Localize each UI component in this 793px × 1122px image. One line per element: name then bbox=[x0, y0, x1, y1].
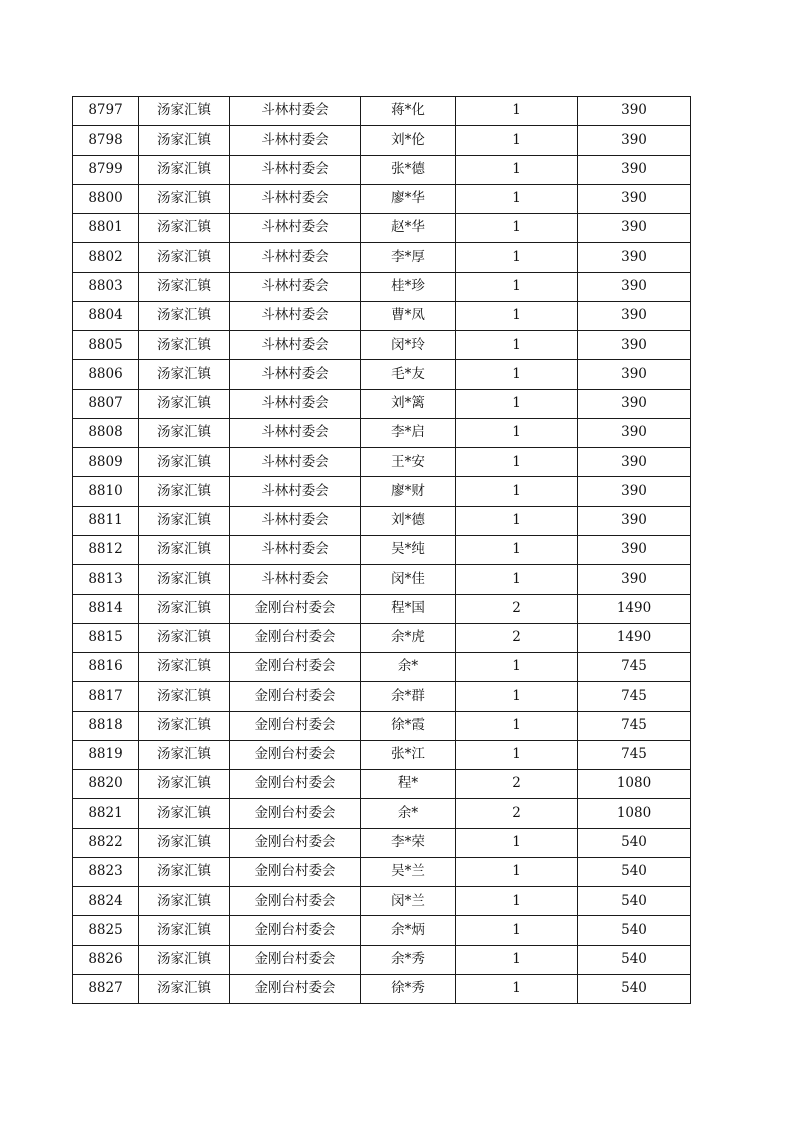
amount-cell: 540 bbox=[578, 887, 691, 916]
village-committee-cell: 斗林村委会 bbox=[230, 477, 361, 506]
amount-cell: 390 bbox=[578, 360, 691, 389]
town-cell: 汤家汇镇 bbox=[139, 565, 230, 594]
count-cell: 2 bbox=[456, 799, 578, 828]
town-cell: 汤家汇镇 bbox=[139, 331, 230, 360]
name-cell: 徐*霞 bbox=[361, 711, 456, 740]
amount-cell: 390 bbox=[578, 506, 691, 535]
row-number-cell: 8816 bbox=[73, 653, 139, 682]
table-row bbox=[73, 418, 691, 447]
name-cell: 程* bbox=[361, 770, 456, 799]
table-row bbox=[73, 887, 691, 916]
row-number-cell: 8827 bbox=[73, 974, 139, 1003]
village-committee-cell: 金刚台村委会 bbox=[230, 799, 361, 828]
town-cell: 汤家汇镇 bbox=[139, 916, 230, 945]
name-cell: 余*秀 bbox=[361, 945, 456, 974]
count-cell: 1 bbox=[456, 653, 578, 682]
count-cell: 1 bbox=[456, 126, 578, 155]
amount-cell: 745 bbox=[578, 682, 691, 711]
name-cell: 闵*玲 bbox=[361, 331, 456, 360]
table-row bbox=[73, 360, 691, 389]
name-cell: 李*厚 bbox=[361, 243, 456, 272]
village-committee-cell: 金刚台村委会 bbox=[230, 916, 361, 945]
table-row bbox=[73, 770, 691, 799]
row-number-cell: 8802 bbox=[73, 243, 139, 272]
amount-cell: 390 bbox=[578, 448, 691, 477]
name-cell: 余*炳 bbox=[361, 916, 456, 945]
name-cell: 毛*友 bbox=[361, 360, 456, 389]
row-number-cell: 8814 bbox=[73, 594, 139, 623]
name-cell: 李*启 bbox=[361, 418, 456, 447]
village-committee-cell: 斗林村委会 bbox=[230, 418, 361, 447]
count-cell: 1 bbox=[456, 535, 578, 564]
village-committee-cell: 斗林村委会 bbox=[230, 272, 361, 301]
table-row bbox=[73, 799, 691, 828]
amount-cell: 1080 bbox=[578, 770, 691, 799]
town-cell: 汤家汇镇 bbox=[139, 653, 230, 682]
table-row bbox=[73, 243, 691, 272]
count-cell: 1 bbox=[456, 857, 578, 886]
amount-cell: 390 bbox=[578, 535, 691, 564]
name-cell: 赵*华 bbox=[361, 214, 456, 243]
count-cell: 1 bbox=[456, 506, 578, 535]
village-committee-cell: 斗林村委会 bbox=[230, 243, 361, 272]
amount-cell: 540 bbox=[578, 857, 691, 886]
name-cell: 张*江 bbox=[361, 740, 456, 769]
table-row bbox=[73, 565, 691, 594]
amount-cell: 390 bbox=[578, 418, 691, 447]
village-committee-cell: 金刚台村委会 bbox=[230, 945, 361, 974]
amount-cell: 745 bbox=[578, 653, 691, 682]
amount-cell: 390 bbox=[578, 477, 691, 506]
village-committee-cell: 斗林村委会 bbox=[230, 448, 361, 477]
name-cell: 刘*篱 bbox=[361, 389, 456, 418]
town-cell: 汤家汇镇 bbox=[139, 214, 230, 243]
village-committee-cell: 金刚台村委会 bbox=[230, 711, 361, 740]
town-cell: 汤家汇镇 bbox=[139, 945, 230, 974]
count-cell: 1 bbox=[456, 828, 578, 857]
row-number-cell: 8823 bbox=[73, 857, 139, 886]
name-cell: 蒋*化 bbox=[361, 97, 456, 126]
count-cell: 1 bbox=[456, 243, 578, 272]
name-cell: 曹*凤 bbox=[361, 301, 456, 330]
table-body bbox=[73, 97, 691, 1004]
town-cell: 汤家汇镇 bbox=[139, 828, 230, 857]
town-cell: 汤家汇镇 bbox=[139, 155, 230, 184]
row-number-cell: 8803 bbox=[73, 272, 139, 301]
table-row bbox=[73, 126, 691, 155]
village-committee-cell: 金刚台村委会 bbox=[230, 828, 361, 857]
count-cell: 1 bbox=[456, 565, 578, 594]
row-number-cell: 8806 bbox=[73, 360, 139, 389]
table-row bbox=[73, 184, 691, 213]
village-committee-cell: 斗林村委会 bbox=[230, 155, 361, 184]
amount-cell: 1490 bbox=[578, 623, 691, 652]
amount-cell: 390 bbox=[578, 184, 691, 213]
name-cell: 刘*伦 bbox=[361, 126, 456, 155]
village-committee-cell: 斗林村委会 bbox=[230, 389, 361, 418]
village-committee-cell: 斗林村委会 bbox=[230, 331, 361, 360]
table-row bbox=[73, 711, 691, 740]
town-cell: 汤家汇镇 bbox=[139, 301, 230, 330]
name-cell: 李*荣 bbox=[361, 828, 456, 857]
village-committee-cell: 斗林村委会 bbox=[230, 565, 361, 594]
count-cell: 1 bbox=[456, 301, 578, 330]
town-cell: 汤家汇镇 bbox=[139, 887, 230, 916]
count-cell: 1 bbox=[456, 389, 578, 418]
amount-cell: 390 bbox=[578, 331, 691, 360]
row-number-cell: 8805 bbox=[73, 331, 139, 360]
town-cell: 汤家汇镇 bbox=[139, 623, 230, 652]
name-cell: 徐*秀 bbox=[361, 974, 456, 1003]
count-cell: 1 bbox=[456, 331, 578, 360]
town-cell: 汤家汇镇 bbox=[139, 97, 230, 126]
amount-cell: 390 bbox=[578, 565, 691, 594]
name-cell: 闵*佳 bbox=[361, 565, 456, 594]
town-cell: 汤家汇镇 bbox=[139, 711, 230, 740]
town-cell: 汤家汇镇 bbox=[139, 857, 230, 886]
amount-cell: 390 bbox=[578, 97, 691, 126]
amount-cell: 1080 bbox=[578, 799, 691, 828]
row-number-cell: 8799 bbox=[73, 155, 139, 184]
village-committee-cell: 金刚台村委会 bbox=[230, 682, 361, 711]
town-cell: 汤家汇镇 bbox=[139, 535, 230, 564]
table-row bbox=[73, 155, 691, 184]
data-table bbox=[72, 96, 691, 1004]
amount-cell: 540 bbox=[578, 945, 691, 974]
town-cell: 汤家汇镇 bbox=[139, 770, 230, 799]
amount-cell: 390 bbox=[578, 155, 691, 184]
table-row bbox=[73, 301, 691, 330]
row-number-cell: 8810 bbox=[73, 477, 139, 506]
count-cell: 1 bbox=[456, 974, 578, 1003]
row-number-cell: 8801 bbox=[73, 214, 139, 243]
name-cell: 廖*财 bbox=[361, 477, 456, 506]
town-cell: 汤家汇镇 bbox=[139, 506, 230, 535]
village-committee-cell: 斗林村委会 bbox=[230, 214, 361, 243]
row-number-cell: 8800 bbox=[73, 184, 139, 213]
count-cell: 2 bbox=[456, 623, 578, 652]
amount-cell: 540 bbox=[578, 916, 691, 945]
name-cell: 余*群 bbox=[361, 682, 456, 711]
table-row bbox=[73, 740, 691, 769]
table-row bbox=[73, 97, 691, 126]
village-committee-cell: 金刚台村委会 bbox=[230, 653, 361, 682]
village-committee-cell: 斗林村委会 bbox=[230, 535, 361, 564]
amount-cell: 745 bbox=[578, 740, 691, 769]
amount-cell: 540 bbox=[578, 974, 691, 1003]
village-committee-cell: 斗林村委会 bbox=[230, 184, 361, 213]
name-cell: 吴*兰 bbox=[361, 857, 456, 886]
village-committee-cell: 斗林村委会 bbox=[230, 360, 361, 389]
table-row bbox=[73, 916, 691, 945]
table-row bbox=[73, 448, 691, 477]
amount-cell: 390 bbox=[578, 214, 691, 243]
table-row bbox=[73, 974, 691, 1003]
name-cell: 余*虎 bbox=[361, 623, 456, 652]
village-committee-cell: 斗林村委会 bbox=[230, 301, 361, 330]
name-cell: 余* bbox=[361, 653, 456, 682]
town-cell: 汤家汇镇 bbox=[139, 243, 230, 272]
village-committee-cell: 斗林村委会 bbox=[230, 97, 361, 126]
town-cell: 汤家汇镇 bbox=[139, 272, 230, 301]
town-cell: 汤家汇镇 bbox=[139, 974, 230, 1003]
amount-cell: 745 bbox=[578, 711, 691, 740]
row-number-cell: 8798 bbox=[73, 126, 139, 155]
table-row bbox=[73, 945, 691, 974]
count-cell: 1 bbox=[456, 272, 578, 301]
village-committee-cell: 金刚台村委会 bbox=[230, 740, 361, 769]
table-row bbox=[73, 214, 691, 243]
count-cell: 1 bbox=[456, 711, 578, 740]
count-cell: 1 bbox=[456, 360, 578, 389]
village-committee-cell: 斗林村委会 bbox=[230, 126, 361, 155]
town-cell: 汤家汇镇 bbox=[139, 594, 230, 623]
table-row bbox=[73, 828, 691, 857]
village-committee-cell: 斗林村委会 bbox=[230, 506, 361, 535]
name-cell: 刘*德 bbox=[361, 506, 456, 535]
count-cell: 1 bbox=[456, 155, 578, 184]
count-cell: 1 bbox=[456, 184, 578, 213]
town-cell: 汤家汇镇 bbox=[139, 682, 230, 711]
village-committee-cell: 金刚台村委会 bbox=[230, 770, 361, 799]
town-cell: 汤家汇镇 bbox=[139, 448, 230, 477]
amount-cell: 390 bbox=[578, 389, 691, 418]
row-number-cell: 8824 bbox=[73, 887, 139, 916]
name-cell: 闵*兰 bbox=[361, 887, 456, 916]
name-cell: 廖*华 bbox=[361, 184, 456, 213]
village-committee-cell: 金刚台村委会 bbox=[230, 594, 361, 623]
amount-cell: 390 bbox=[578, 301, 691, 330]
town-cell: 汤家汇镇 bbox=[139, 418, 230, 447]
table-row bbox=[73, 594, 691, 623]
row-number-cell: 8809 bbox=[73, 448, 139, 477]
count-cell: 2 bbox=[456, 594, 578, 623]
row-number-cell: 8813 bbox=[73, 565, 139, 594]
count-cell: 1 bbox=[456, 418, 578, 447]
town-cell: 汤家汇镇 bbox=[139, 799, 230, 828]
row-number-cell: 8825 bbox=[73, 916, 139, 945]
table-row bbox=[73, 272, 691, 301]
count-cell: 1 bbox=[456, 740, 578, 769]
amount-cell: 390 bbox=[578, 272, 691, 301]
village-committee-cell: 金刚台村委会 bbox=[230, 857, 361, 886]
row-number-cell: 8821 bbox=[73, 799, 139, 828]
table-row bbox=[73, 653, 691, 682]
name-cell: 程*国 bbox=[361, 594, 456, 623]
table-row bbox=[73, 477, 691, 506]
table-row bbox=[73, 331, 691, 360]
count-cell: 1 bbox=[456, 97, 578, 126]
row-number-cell: 8822 bbox=[73, 828, 139, 857]
table-row bbox=[73, 623, 691, 652]
table-row bbox=[73, 389, 691, 418]
count-cell: 1 bbox=[456, 448, 578, 477]
row-number-cell: 8818 bbox=[73, 711, 139, 740]
town-cell: 汤家汇镇 bbox=[139, 389, 230, 418]
town-cell: 汤家汇镇 bbox=[139, 740, 230, 769]
town-cell: 汤家汇镇 bbox=[139, 184, 230, 213]
village-committee-cell: 金刚台村委会 bbox=[230, 974, 361, 1003]
count-cell: 1 bbox=[456, 214, 578, 243]
table-row bbox=[73, 506, 691, 535]
row-number-cell: 8820 bbox=[73, 770, 139, 799]
table-row bbox=[73, 857, 691, 886]
amount-cell: 540 bbox=[578, 828, 691, 857]
count-cell: 1 bbox=[456, 682, 578, 711]
name-cell: 吴*纯 bbox=[361, 535, 456, 564]
table-row bbox=[73, 535, 691, 564]
table-row bbox=[73, 682, 691, 711]
name-cell: 王*安 bbox=[361, 448, 456, 477]
row-number-cell: 8797 bbox=[73, 97, 139, 126]
name-cell: 张*德 bbox=[361, 155, 456, 184]
town-cell: 汤家汇镇 bbox=[139, 477, 230, 506]
row-number-cell: 8812 bbox=[73, 535, 139, 564]
row-number-cell: 8804 bbox=[73, 301, 139, 330]
village-committee-cell: 金刚台村委会 bbox=[230, 623, 361, 652]
name-cell: 余* bbox=[361, 799, 456, 828]
row-number-cell: 8817 bbox=[73, 682, 139, 711]
town-cell: 汤家汇镇 bbox=[139, 126, 230, 155]
count-cell: 1 bbox=[456, 945, 578, 974]
count-cell: 1 bbox=[456, 887, 578, 916]
amount-cell: 390 bbox=[578, 243, 691, 272]
row-number-cell: 8811 bbox=[73, 506, 139, 535]
name-cell: 桂*珍 bbox=[361, 272, 456, 301]
count-cell: 1 bbox=[456, 916, 578, 945]
row-number-cell: 8819 bbox=[73, 740, 139, 769]
row-number-cell: 8807 bbox=[73, 389, 139, 418]
row-number-cell: 8808 bbox=[73, 418, 139, 447]
row-number-cell: 8826 bbox=[73, 945, 139, 974]
amount-cell: 1490 bbox=[578, 594, 691, 623]
count-cell: 1 bbox=[456, 477, 578, 506]
count-cell: 2 bbox=[456, 770, 578, 799]
town-cell: 汤家汇镇 bbox=[139, 360, 230, 389]
amount-cell: 390 bbox=[578, 126, 691, 155]
row-number-cell: 8815 bbox=[73, 623, 139, 652]
village-committee-cell: 金刚台村委会 bbox=[230, 887, 361, 916]
